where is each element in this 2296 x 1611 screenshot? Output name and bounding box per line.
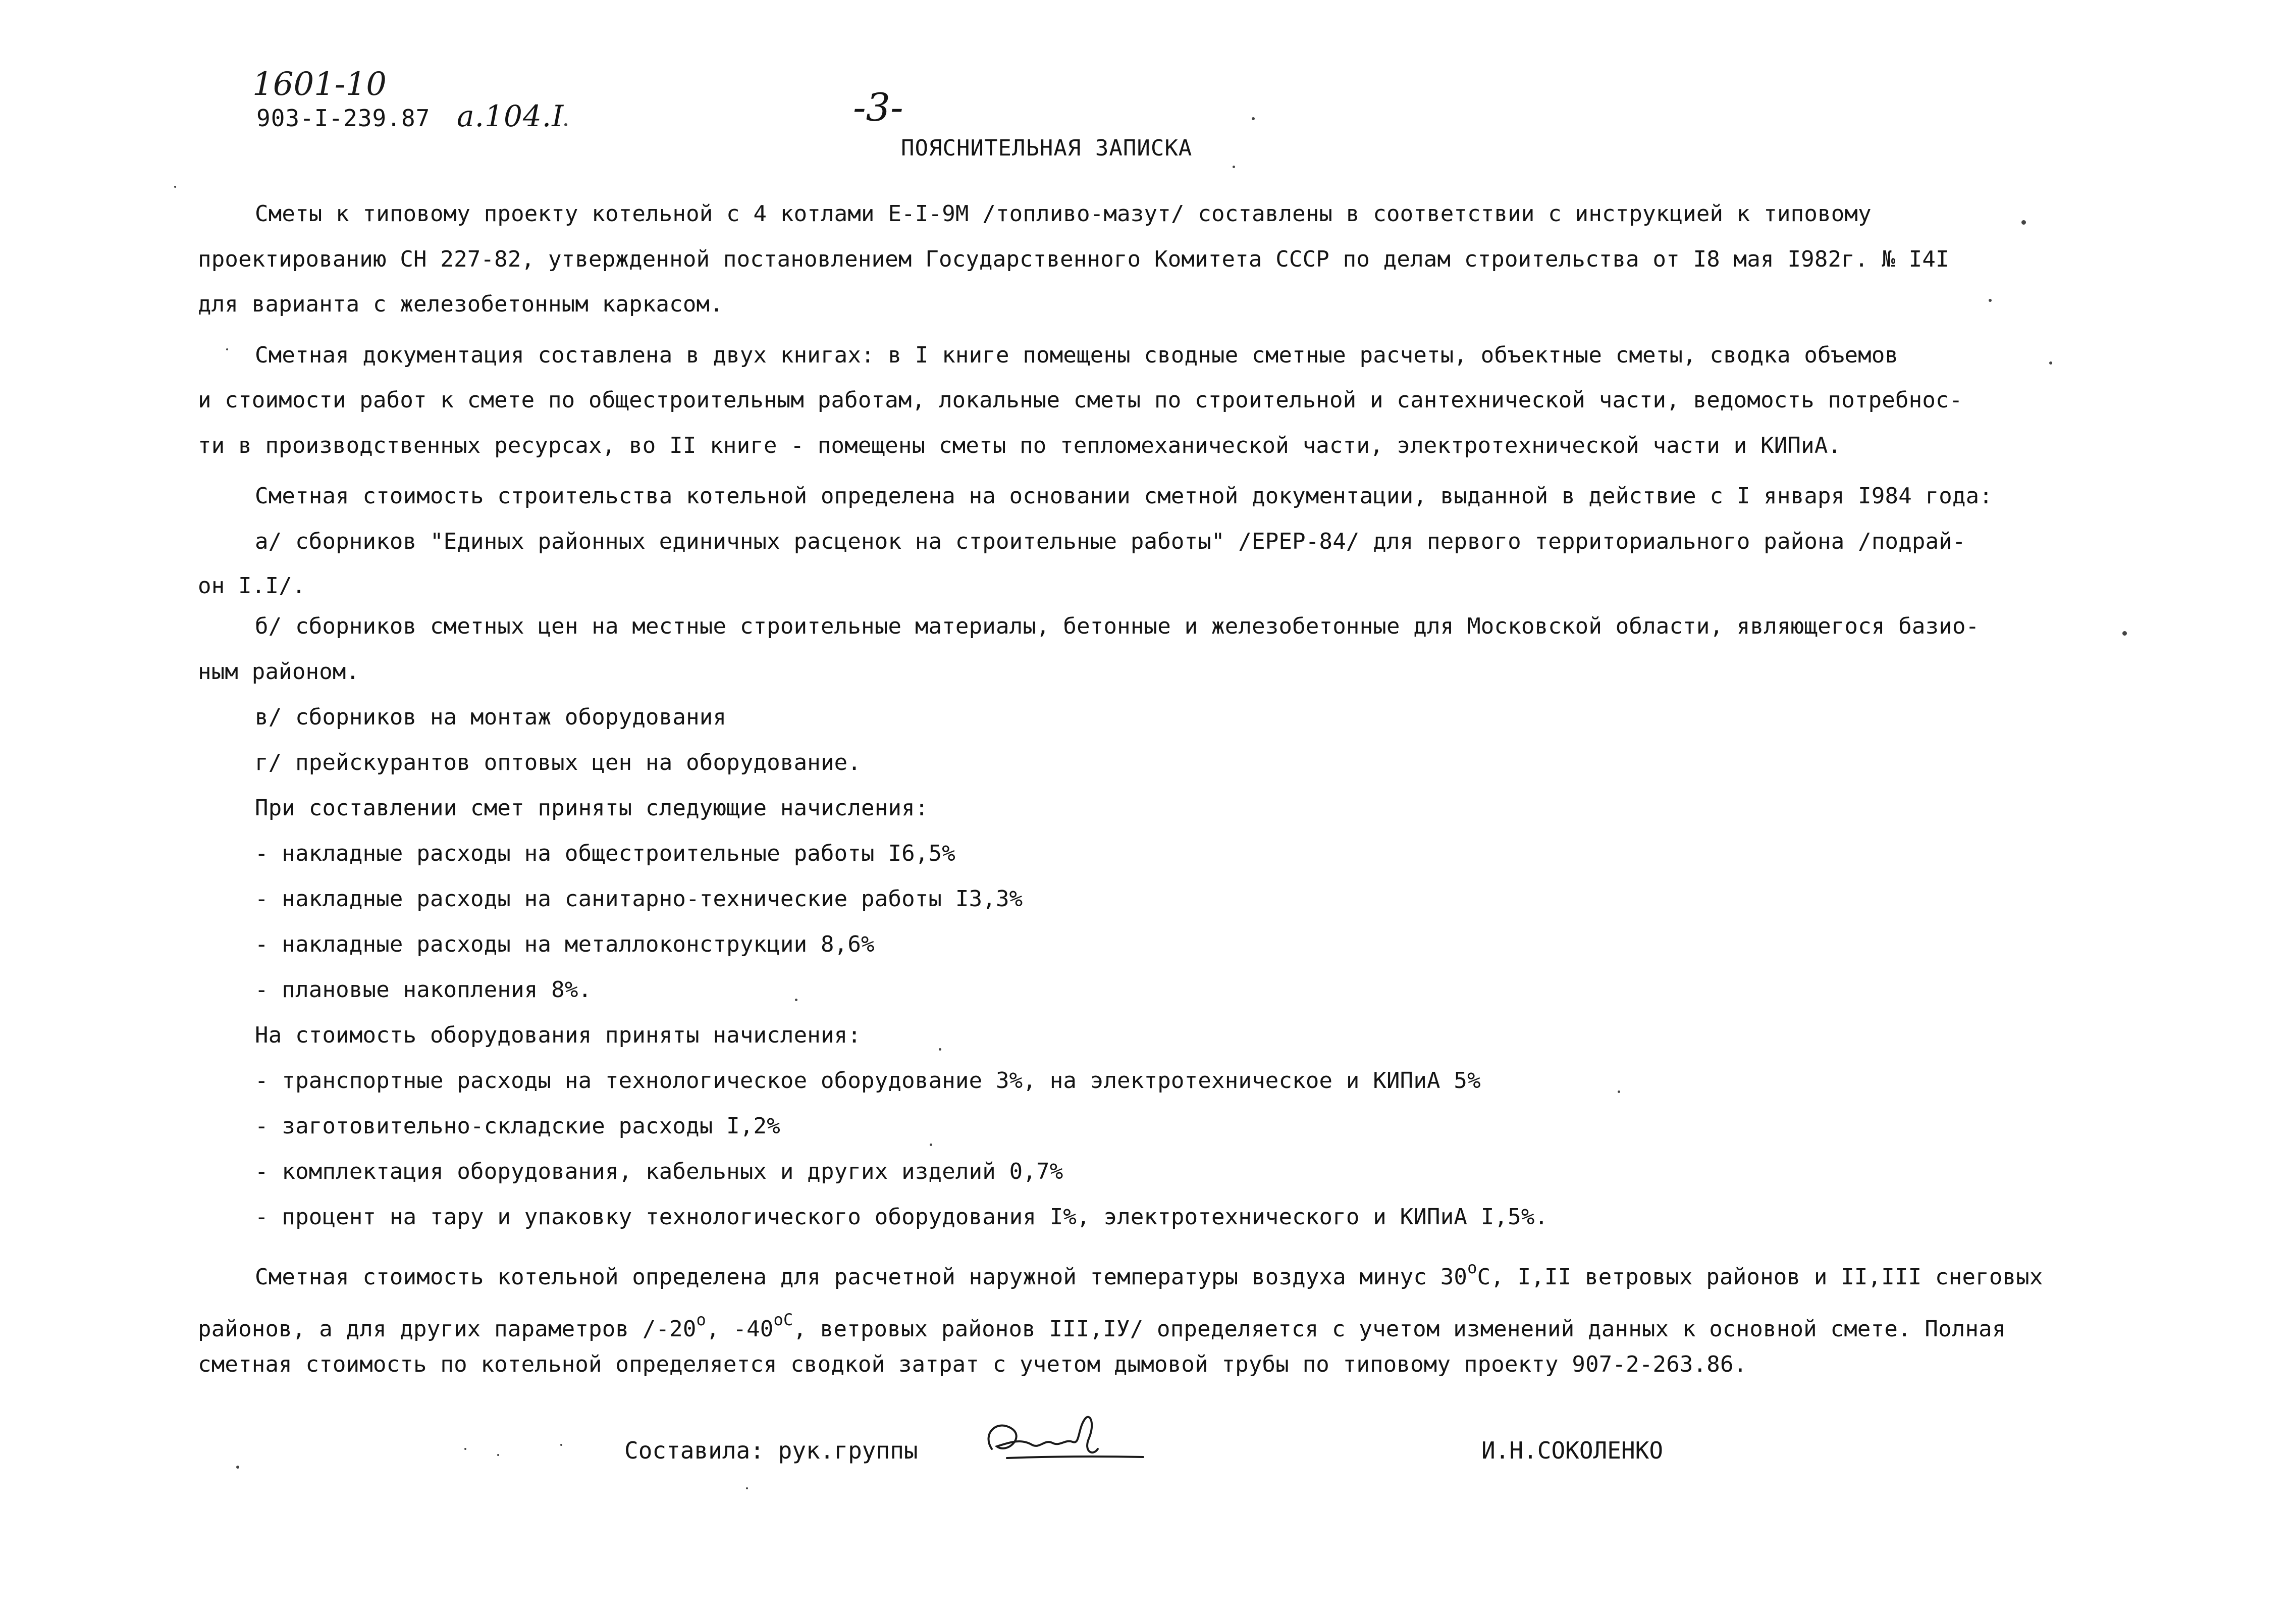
scan-speck [564, 123, 567, 126]
list-item: - процент на тару и упаковку технологического оборудования I%, электротехнического и КИПиА I,5%. [255, 1204, 1549, 1230]
text-line: в/ сборников на монтаж оборудования [255, 704, 727, 730]
text-line: и стоимости работ к смете по общестроительным работам, локальные сметы по строительной и сантехнической части, ведомость потребнос- [198, 387, 1963, 413]
list-item: - накладные расходы на общестроительные работы I6,5% [255, 841, 955, 866]
list-item: - накладные расходы на санитарно-технические работы I3,3% [255, 886, 1023, 912]
text-line [198, 1306, 2006, 1343]
text-fragment: С [783, 1310, 793, 1329]
handwritten-annotation: а.104.I [457, 99, 564, 133]
degree-sign: о [1467, 1258, 1477, 1277]
scan-speck [174, 186, 176, 188]
scan-speck [2049, 361, 2052, 365]
scan-speck [939, 1048, 941, 1051]
scan-speck [1618, 1090, 1620, 1093]
scan-speck [464, 1448, 466, 1450]
page-number: -3- [853, 85, 903, 130]
scan-speck [795, 999, 797, 1001]
text-line: сметная стоимость по котельной определяется сводкой затрат с учетом дымовой трубы по типовому проекту 907-2-263.86. [198, 1352, 1747, 1377]
text-line: б/ сборников сметных цен на местные строительные материалы, бетонные и железобетонные для Московской области, являющегося базио- [255, 613, 1980, 639]
scan-speck [226, 348, 228, 350]
scan-speck [236, 1466, 239, 1469]
list-item: - плановые накопления 8%. [255, 977, 592, 1003]
text-line: он I.I/. [198, 573, 306, 599]
text-line: проектированию СН 227-82, утвержденной постановлением Государственного Комитета СССР по делам строительства от I8 мая I982г. № I4I [198, 246, 1949, 272]
text-fragment: Сметная стоимость котельной определена для расчетной наружной температуры воздуха минус 30 [255, 1264, 1468, 1290]
list-item: - транспортные расходы на технологическое оборудование 3%, на электротехническое и КИПиА 5% [255, 1068, 1481, 1094]
document-title: ПОЯСНИТЕЛЬНАЯ ЗАПИСКА [901, 135, 1193, 161]
text-fragment: районов, а для других параметров /-20 [198, 1316, 697, 1342]
scan-speck [1989, 299, 1992, 302]
signer-name: И.Н.СОКОЛЕНКО [1481, 1437, 1664, 1464]
text-line: Сметная стоимость строительства котельной определена на основании сметной документации, выданной в действие с I января I984 года: [255, 483, 1993, 509]
signature-label: Составила: рук.группы [624, 1437, 918, 1464]
list-item: - комплектация оборудования, кабельных и других изделий 0,7% [255, 1159, 1063, 1184]
project-code: 903-I-239.87 [256, 105, 431, 132]
text-line: ным районом. [198, 659, 360, 685]
scan-speck [497, 1454, 499, 1456]
text-line: Сметы к типовому проекту котельной с 4 котлами Е-I-9М /топливо-мазут/ составлены в соответствии с инструкцией к типовому [255, 201, 1872, 227]
list-item: - накладные расходы на металлоконструкции 8,6% [255, 931, 875, 957]
text-line: для варианта с железобетонным каркасом. [198, 291, 723, 317]
text-line: На стоимость оборудования приняты начисления: [255, 1022, 862, 1048]
scan-speck [1233, 166, 1235, 168]
list-item: - заготовительно-складские расходы I,2% [255, 1113, 780, 1139]
handwritten-signature [977, 1398, 1148, 1474]
scan-speck [930, 1144, 932, 1146]
text-fragment: С, I,II ветровых районов и II,III снеговых [1477, 1264, 2043, 1290]
handwritten-number: 1601-10 [252, 66, 387, 103]
text-fragment: , -40 [706, 1316, 774, 1342]
degree-sign: о [773, 1310, 783, 1329]
text-line: г/ прейскурантов оптовых цен на оборудование. [255, 750, 862, 775]
degree-sign: о [696, 1310, 707, 1329]
scan-speck [2021, 220, 2026, 225]
scan-speck [560, 1444, 562, 1446]
text-fragment: , ветровых районов III,IУ/ определяется с учетом изменений данных к основной смете. Полная [793, 1316, 2006, 1342]
text-line: а/ сборников "Единых районных единичных расценок на строительные работы" /ЕРЕР-84/ для первого территориального района /подрай- [255, 529, 1966, 554]
text-line: ти в производственных ресурсах, во II книге - помещены сметы по тепломеханической части, электротехнической части и КИПиА. [198, 433, 1842, 458]
text-line: Сметная документация составлена в двух книгах: в I книге помещены сводные сметные расчеты, объектные сметы, сводка объемов [255, 342, 1899, 368]
scan-speck [1252, 117, 1255, 120]
scan-speck [746, 1487, 748, 1489]
text-line: При составлении смет приняты следующие начисления: [255, 795, 929, 821]
project-code-line [256, 99, 564, 133]
text-line [255, 1254, 2043, 1291]
scan-speck [2122, 631, 2127, 636]
